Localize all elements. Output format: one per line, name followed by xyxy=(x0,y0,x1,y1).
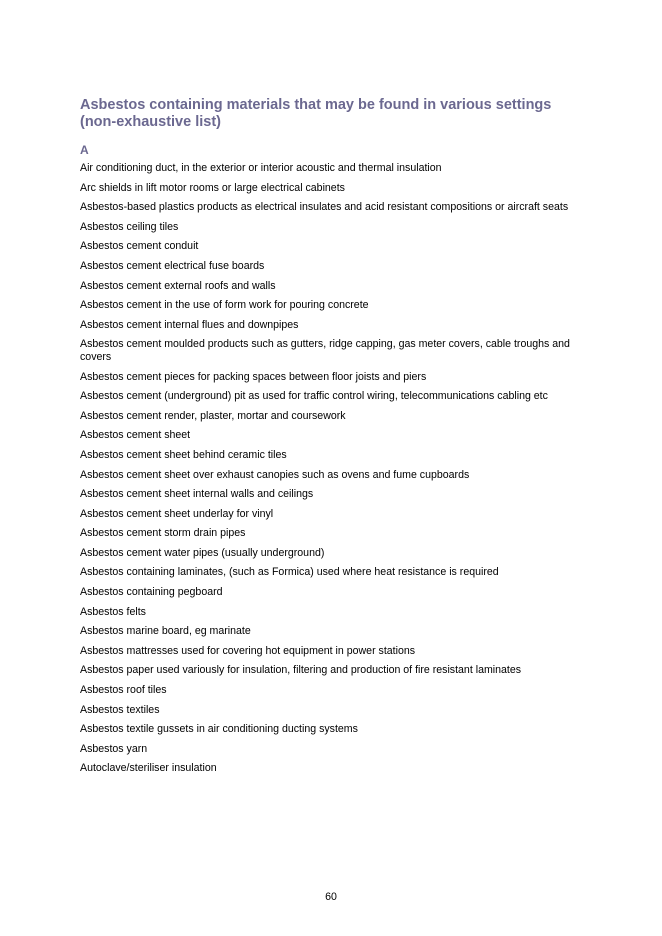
page-title: Asbestos containing materials that may be found in various settings (non-exhaustive list) xyxy=(80,97,552,130)
list-item: Asbestos cement sheet xyxy=(80,429,191,442)
list-item: Asbestos cement in the use of form work for pouring concrete xyxy=(80,299,369,312)
list-item: Asbestos yarn xyxy=(80,742,148,755)
list-item: Asbestos cement sheet internal walls and ceilings xyxy=(80,488,314,501)
page-number: 60 xyxy=(325,891,337,903)
list-item: Asbestos textile gussets in air conditioning ducting systems xyxy=(80,723,358,736)
list-item: Asbestos felts xyxy=(80,605,146,618)
list-item: Asbestos cement pieces for packing spaces between floor joists and piers xyxy=(80,370,427,383)
list-item: Asbestos cement sheet behind ceramic tiles xyxy=(80,448,287,461)
list-item: Air conditioning duct, in the exterior or interior acoustic and thermal insulation xyxy=(80,162,442,174)
list-item: Asbestos roof tiles xyxy=(80,684,167,697)
list-item: Arc shields in lift motor rooms or large electrical cabinets xyxy=(80,181,345,194)
list-item: Asbestos cement sheet over exhaust canopies such as ovens and fume cupboards xyxy=(80,468,470,481)
list-item: Asbestos textiles xyxy=(80,703,160,716)
list-item: Asbestos cement electrical fuse boards xyxy=(80,259,265,272)
list-item: Asbestos-based plastics products as electrical insulates and acid resistant compositions or aircraft seats xyxy=(80,201,569,214)
list-item: Asbestos mattresses used for covering hot equipment in power stations xyxy=(80,644,416,657)
list-item: Asbestos marine board, eg marinate xyxy=(80,625,251,638)
list-item: Asbestos cement sheet underlay for vinyl xyxy=(80,507,274,520)
list-item: Asbestos containing laminates, (such as Formica) used where heat resistance is required xyxy=(80,566,499,579)
list-item: Asbestos cement conduit xyxy=(80,240,199,253)
list-item: Asbestos cement water pipes (usually underground) xyxy=(80,546,325,559)
list-item: Asbestos ceiling tiles xyxy=(80,220,179,233)
list-item: Asbestos paper used variously for insulation, filtering and production of fire resistant laminates xyxy=(80,664,522,677)
list-item: Asbestos containing pegboard xyxy=(80,586,223,599)
list-item: Asbestos cement storm drain pipes xyxy=(80,527,246,540)
list-item: Asbestos cement render, plaster, mortar and coursework xyxy=(80,409,346,422)
list-item: Asbestos cement internal flues and downpipes xyxy=(80,318,299,331)
list-item: Asbestos cement (underground) pit as used for traffic control wiring, telecommunications cabling etc xyxy=(80,390,548,403)
materials-list xyxy=(80,162,588,782)
list-item: Asbestos cement external roofs and walls xyxy=(80,279,276,292)
list-item: Asbestos cement moulded products such as gutters, ridge capping, gas meter covers, cable troughs and covers xyxy=(80,338,570,363)
section-letter-heading: A xyxy=(80,143,89,157)
list-item: Autoclave/steriliser insulation xyxy=(80,762,217,775)
